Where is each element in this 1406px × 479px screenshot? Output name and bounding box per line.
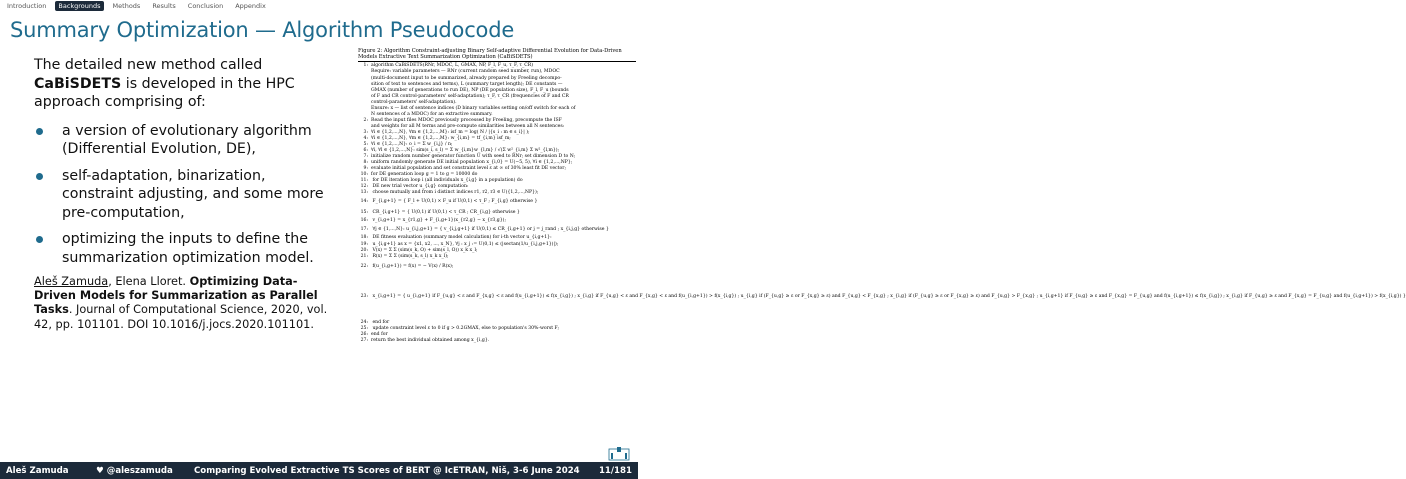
line-number: 13: [360, 190, 368, 196]
ref-author-rest: , Elena Lloret. [108, 275, 190, 288]
line-number: 10: [360, 172, 368, 178]
slide-title: Summary Optimization — Algorithm Pseudocode [10, 18, 515, 42]
line-text: v_{i,g+1} = x_{r1,g} + F_{i,g+1}(x_{r2,g} − x_{r3,g}); [371, 218, 507, 224]
line-number: 24: [360, 319, 368, 325]
line-text: N sentences of a MDOC) for an extractive summary. [371, 111, 493, 117]
algorithm-line [358, 196, 636, 207]
line-text: F_{i,g+1} = { F_l + U(0,1) × F_u if U(0,1) < τ_F ; F_{i,g} otherwise } [371, 199, 538, 205]
footer-bar [0, 462, 638, 479]
line-number: 1: [363, 63, 368, 69]
line-text: initialize random number generator function U with seed to RNr; set dimension D to N; [371, 154, 576, 160]
line-number: 6: [363, 148, 368, 154]
footer-page-number: 11/181 [598, 465, 632, 476]
line-number: 23: [360, 293, 368, 299]
bullet-item [34, 230, 334, 267]
university-logo-icon [606, 447, 632, 461]
nav-results[interactable]: Results [152, 2, 176, 10]
algorithm-line [358, 224, 636, 235]
algorithm-line [358, 338, 636, 344]
algorithm-lines [358, 63, 1406, 343]
line-text: end for [371, 331, 388, 337]
line-number: 16: [360, 218, 368, 224]
line-text: u_{i,g+1} as x = {x1, x2, ..., x_N}, ∀j : x_j := U(0,1) ≤ (|sectan(1/u_{i,j,g+1})|); [371, 241, 559, 247]
line-number: 7: [363, 154, 368, 160]
line-number: 25: [360, 325, 368, 331]
bullet-dot-icon [36, 173, 43, 180]
line-number: 8: [363, 160, 368, 166]
ref-author-link[interactable]: Aleš Zamuda [34, 275, 109, 288]
line-number: 19: [360, 241, 368, 247]
line-number: 9: [363, 166, 368, 172]
algorithm-line [358, 207, 636, 218]
line-number: 5: [363, 142, 368, 148]
line-number: 21: [360, 253, 368, 259]
line-text: update constraint level ε to 0 if g > 0.2GMAX, else to population's 30%-worst F; [371, 325, 560, 331]
intro-post: is developed in the HPC approach comprising of: [34, 75, 295, 110]
method-name: CaBiSDETS [34, 75, 122, 92]
section-navbar [0, 0, 638, 12]
line-text: ∀j ∈ {1,...,N}: u_{i,j,g+1} = { v_{i,j,g+1} if U(0,1) ≤ CR_{i,g+1} or j = j_rand ; x_{i,j,g} otherwise } [371, 227, 609, 233]
line-text: Require: variable parameters — RNr (current random seed number, run), MDOC [371, 69, 560, 75]
bullet-dot-icon [36, 128, 43, 135]
line-text: evaluate initial population and set constraint level ε at ∞ of 30% least fit DE vector; [371, 166, 566, 172]
ref-title: Optimizing Data-Driven Models for Summarization as Parallel Tasks [34, 275, 318, 317]
nav-appendix[interactable]: Appendix [235, 2, 266, 10]
algorithm-line [358, 260, 636, 274]
line-number: 3: [363, 129, 368, 135]
line-text: x_{i,g+1} = { u_{i,g+1} if F_{u,g} < ε and F_{x,g} < ε and f(u_{i,g+1}) ≤ f(x_{i,g}) ; x_{i,g} if F_{u,g} < ε and F_{x,g} < ε and f(u_{i,g+1}) > f(x_{i,g}) ; u_{i,g} if (F_{u,g} ≥ ε or F_{x,g} ≥ ε) and F_{u,g} < F_{x,g} ; x_{i,g} if (F_{u,g} ≥ ε or F_{x,g} ≥ ε) and F_{u,g} > F_{x,g} ; u_{i,g+1} if F_{u,g} ≥ ε and F_{x,g} = F_{u,g} and f(u_{i,g+1}) ≤ f(x_{i,g}) ; x_{i,g} if F_{u,g} ≥ ε and F_{x,g} = F_{u,g} and f(u_{i,g+1}) > f(x_{i,g}) } [371, 293, 1406, 299]
left-column [34, 56, 334, 332]
line-text: CR_{i,g+1} = { U(0,1) if U(0,1) < τ_CR ; CR_{i,g} otherwise } [371, 210, 520, 216]
bullet-list [34, 122, 334, 268]
line-text: ∀i ∈ {1,2,...,N}: o_i = Σ w_{i,j} / n; [371, 142, 453, 148]
footer-author: Aleš Zamuda [6, 465, 69, 476]
line-text: sition of text to sentences and terms), L (summary target length); DE constants — [371, 81, 563, 87]
line-number: 4: [363, 135, 368, 141]
line-number: 22: [360, 263, 368, 269]
line-number: 17: [360, 227, 368, 233]
line-number: 18: [360, 235, 368, 241]
line-number: 11: [360, 178, 368, 184]
bullet-item [34, 167, 334, 223]
algorithm-caption: Figure 2: Algorithm Constraint-adjusting Binary Self-adaptive Differential Evolution for Data-Driven Models Extractive Text Summarization Optimization (CaBiSDETS) [358, 48, 622, 61]
bullet-text: optimizing the inputs to define the summarization optimization model. [62, 231, 314, 266]
line-text: end for [371, 319, 390, 325]
nav-backgrounds[interactable]: Backgrounds [55, 1, 103, 11]
line-text: return the best individual obtained among x_{i,g}. [371, 337, 490, 343]
bullet-text: a version of evolutionary algorithm (Differential Evolution, DE), [62, 122, 312, 157]
footer-twitter[interactable] [96, 466, 194, 476]
footer-talk-title: Comparing Evolved Extractive TS Scores of BERT @ IcETRAN, Niš, 3-6 June 2024 [194, 465, 580, 476]
line-text: and weights for all M terms and pre-compute similarities between all N sentences: [371, 123, 565, 129]
line-text: (multi-document input to be summarized, already prepared by Freeling decompo- [371, 75, 562, 81]
line-text: ∀i ∈ {1,2,...,N}, ∀m ∈ {1,2,...,M}: w_{i,m} = tf_{i,m} isf_m; [371, 135, 511, 141]
line-text: for DE iteration loop i (all individuals x_{i,g} in a population) do [371, 178, 523, 184]
line-text: V(x) = Σ Σ (sim(s_k, O) + sim(s_l, O)) x_k x_l; [371, 247, 478, 253]
line-text: control-parameters' self-adaptation). [371, 99, 457, 105]
algorithm-line [358, 274, 1406, 320]
intro-pre: The detailed new method called [34, 57, 263, 73]
line-text: uniform randomly generate DE initial population x_{i,0} = U(−5, 5), ∀i ∈ {1,2,...,NP}; [371, 160, 573, 166]
line-number: 14: [360, 199, 368, 205]
bullet-text: self-adaptation, binarization, constraint adjusting, and some more pre-computation, [62, 167, 324, 221]
algorithm-figure [358, 48, 1406, 424]
line-text: GMAX (number of generations to run DE), NP (DE population size), F_l, F_u (bounds [371, 87, 569, 93]
line-number: 2: [363, 117, 368, 123]
line-text: f(u_{i,g+1}) = f(x) = − V(x) / R(x); [371, 263, 454, 269]
ref-tail: . Journal of Computational Science, 2020, vol. 42, pp. 101101. DOI 10.1016/j.jocs.2020.101101. [34, 303, 328, 331]
line-text: for DE generation loop g = 1 to g = 10000 do [371, 172, 478, 178]
line-text: Read the input files MDOC previously processed by Freeling, precompute the ISF [371, 117, 562, 123]
footer-twitter-handle: @aleszamuda [106, 465, 173, 476]
intro-paragraph [34, 56, 334, 112]
line-text: R(x) = Σ Σ (sim(s_k, s_l) x_k x_l); [371, 253, 449, 259]
twitter-bird-icon: ♥ [96, 465, 104, 476]
line-text: Ensure: x — list of sentence indices (D binary variables setting on/off switch for each of [371, 105, 576, 111]
line-number: 26: [360, 331, 368, 337]
line-text: ∀i ∈ {1,2,...,N}, ∀m ∈ {1,2,...,M}: isf_m = log( N / |{s_i : m ∈ s_i}| ); [371, 129, 530, 135]
nav-introduction[interactable]: Introduction [7, 2, 47, 10]
line-text: DE new trial vector u_{i,g} computation: [371, 184, 469, 190]
line-text: algorithm CaBiSDETS(RNr, MDOC, L, GMAX, NP, F_l, F_u, τ_F, τ_CR) [371, 63, 534, 69]
line-text: ∀i, ∀l ∈ {1,2,...,N}: sim(s_i, s_l) = Σ w_{i,m}w_{l,m} / √(Σ w²_{i,m} Σ w²_{l,m}); [371, 148, 560, 154]
line-number: 12: [360, 184, 368, 190]
nav-conclusion[interactable]: Conclusion [187, 2, 224, 10]
line-text: of F and CR control-parameters' self-adaptation); τ_F, τ_CR (frequencies of F and CR [371, 93, 569, 99]
reference-citation [34, 275, 334, 332]
line-number: 15: [360, 210, 368, 216]
bullet-dot-icon [36, 236, 43, 243]
bullet-item [34, 122, 334, 159]
line-text: DE fitness evaluation (summary model calculation) for i-th vector u_{i,g+1}: [371, 235, 552, 241]
line-number: 27: [360, 337, 368, 343]
nav-methods[interactable]: Methods [112, 2, 141, 10]
line-text: choose mutually and from i distinct indices r1, r2, r3 ∈ U({1,2,...,NP}); [371, 190, 539, 196]
line-number: 20: [360, 247, 368, 253]
